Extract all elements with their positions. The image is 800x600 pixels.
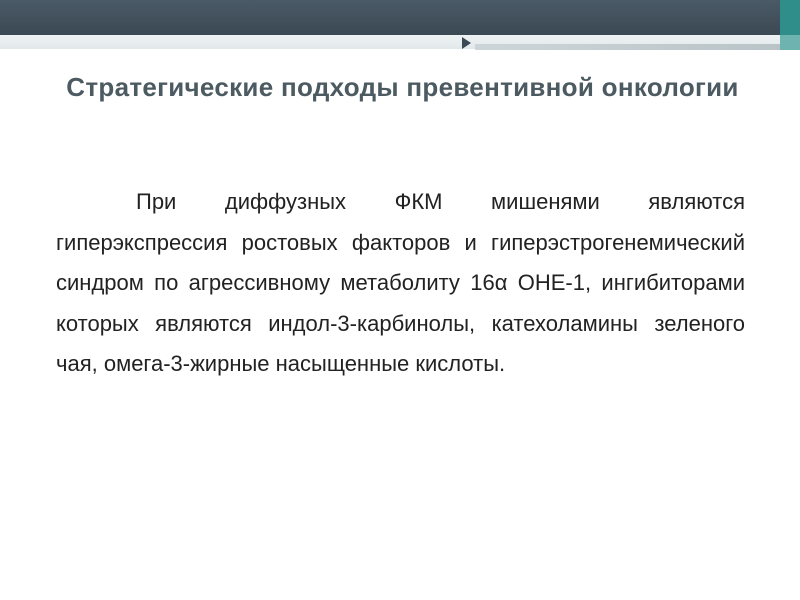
slide-body-text: При диффузных ФКМ мишенями являются гиперэкспрессия ростовых факторов и гиперэстрогенемический синдром по агрессивному метаболиту 16α OHE-1, ингибиторами которых являются индол-3-карбинолы, катехоламины зеленого чая, омега-3-жирные насыщенные кислоты. (56, 189, 745, 376)
header-strip-accent (780, 35, 800, 50)
header-accent (780, 0, 800, 35)
header-strip (475, 44, 800, 50)
header-band (0, 0, 780, 35)
slide-title: Стратегические подходы превентивной онкологии (66, 72, 739, 102)
triangle-arrow-icon (462, 37, 471, 49)
